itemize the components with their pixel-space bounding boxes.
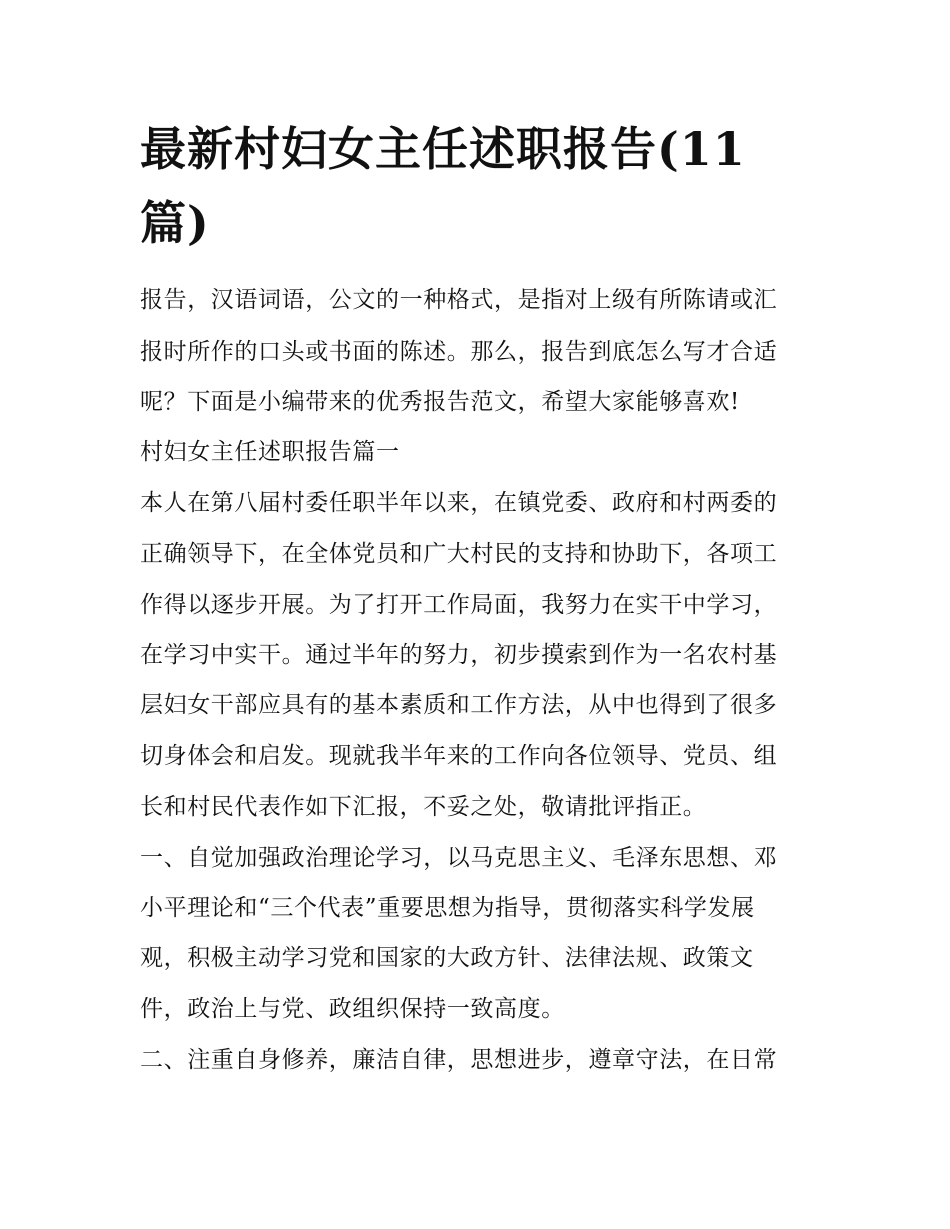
body-line: 呢？下面是小编带来的优秀报告范文，希望大家能够喜欢!	[140, 389, 740, 415]
body-line: 在学习中实干。通过半年的努力，初步摸索到作为一名农村基	[140, 642, 778, 668]
body-line: 件，政治上与党、政组织保持一致高度。	[140, 996, 565, 1022]
body-line: 长和村民代表作如下汇报，不妥之处，敬请批评指正。	[140, 794, 707, 820]
body-line: 正确领导下，在全体党员和广大村民的支持和协助下，各项工	[140, 541, 778, 567]
body-line: 报时所作的口头或书面的陈述。那么，报告到底怎么写才合适	[140, 339, 778, 365]
body-line: 作得以逐步开展。为了打开工作局面，我努力在实干中学习，	[140, 592, 778, 618]
body-line: 切身体会和启发。现就我半年来的工作向各位领导、党员、组	[140, 743, 778, 769]
body-line: 观，积极主动学习党和国家的大政方针、法律法规、政策文	[140, 945, 754, 971]
body-line: 层妇女干部应具有的基本素质和工作方法，从中也得到了很多	[140, 692, 778, 718]
document-title	[140, 112, 820, 260]
title-line-1: 最新村妇女主任述职报告(11	[140, 122, 746, 176]
body-line: 一、自觉加强政治理论学习，以马克思主义、毛泽东思想、邓	[140, 845, 778, 871]
body-line: 报告，汉语词语，公文的一种格式，是指对上级有所陈请或汇	[140, 287, 778, 313]
body-line: 二、注重自身修养，廉洁自律，思想进步，遵章守法，在日常	[140, 1047, 778, 1073]
section-heading: 村妇女主任述职报告篇一	[140, 439, 400, 465]
body-line: 小平理论和“三个代表”重要思想为指导，贯彻落实科学发展	[140, 895, 755, 921]
body-line: 本人在第八届村委任职半年以来，在镇党委、政府和村两委的	[140, 490, 778, 516]
title-line-2: 篇)	[140, 196, 210, 250]
